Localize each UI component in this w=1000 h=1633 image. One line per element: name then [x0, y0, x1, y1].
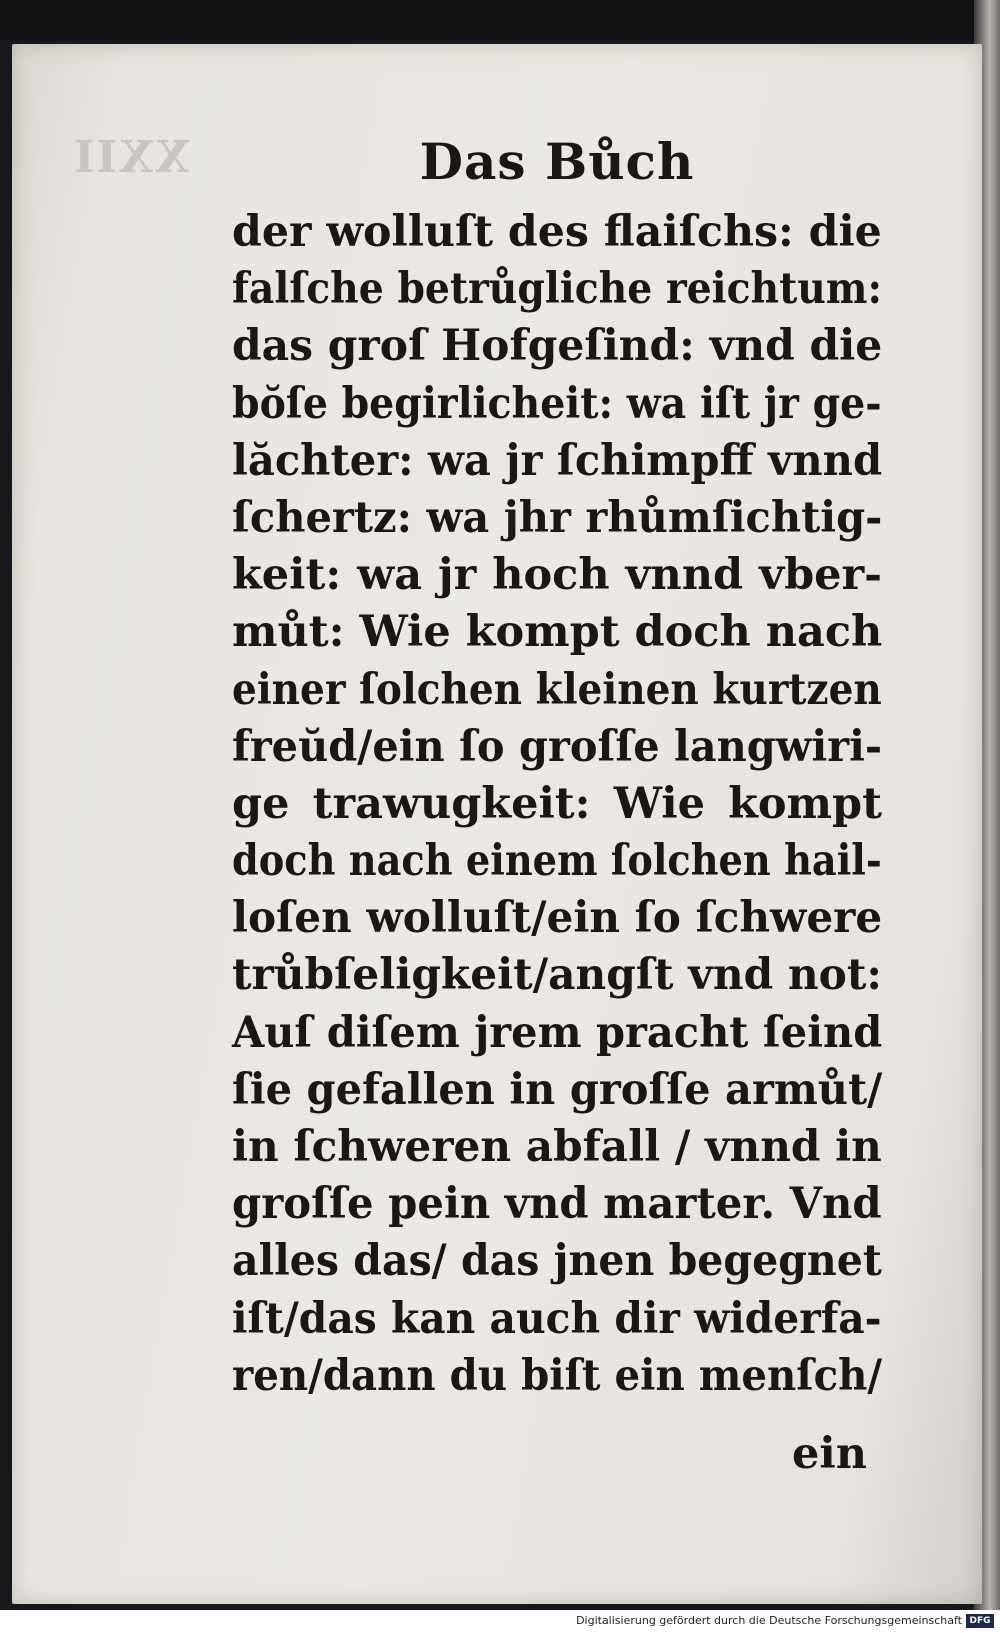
text-line: der wolluſt des flaiſchs: die — [232, 207, 882, 257]
text-line: in ſchweren abfall / vnnd in — [232, 1122, 882, 1172]
text-line: ren/dann du biſt ein menſch/ — [232, 1350, 883, 1401]
text-line: trůbſeligkeit/angſt vnd not: — [232, 950, 882, 1001]
text-line: ge trawugkeit: Wie kompt — [232, 778, 882, 829]
text-line: můt: Wie kompt doch nach — [232, 607, 883, 658]
text-line: keit: wa jr hoch vnnd vber- — [232, 550, 882, 601]
text-line: doch nach einem ſolchen hail- — [232, 836, 882, 887]
text-line: ſie gefallen in groſſe armůt/ — [232, 1064, 883, 1115]
text-line: falſche betrůgliche reichtum: — [232, 264, 882, 315]
dfg-logo: DFG — [966, 1614, 994, 1628]
text-line: einer ſolchen kleinen kurtzen — [232, 664, 882, 715]
text-line: Auſ diſem jrem pracht ſeind — [232, 1007, 883, 1058]
scan-background-top — [0, 0, 1000, 40]
text-line: das groſ Hofgeſind: vnd die — [232, 321, 883, 372]
text-line: alles das/ das jnen begegnet — [232, 1236, 882, 1287]
footer-bar — [0, 1610, 1000, 1633]
text-line: bŏſe begirlicheit: wa iſt jr ge- — [232, 378, 882, 429]
bleed-through-folio: XXII — [72, 132, 190, 183]
text-line: iſt/das kan auch dir widerfa- — [232, 1293, 882, 1344]
text-line: ſchertz: wa jhr rhůmſichtig- — [232, 492, 883, 543]
text-line: lăchter: wa jr ſchimpff vnnd — [232, 435, 883, 486]
text-line: groſſe pein vnd marter. Vnd — [232, 1179, 882, 1230]
body-text — [232, 204, 882, 1405]
text-line: loſen wolluſt/ein ſo ſchwere — [232, 893, 883, 944]
text-line: freŭd/ein ſo groſſe langwiri- — [232, 721, 883, 772]
running-header: Das Bůch — [419, 132, 695, 191]
catchword: ein — [792, 1429, 867, 1479]
funding-credit: Digitalisierung gefördert durch die Deutsche Forschungsgemeinschaft — [576, 1614, 962, 1627]
book-page — [12, 44, 982, 1604]
